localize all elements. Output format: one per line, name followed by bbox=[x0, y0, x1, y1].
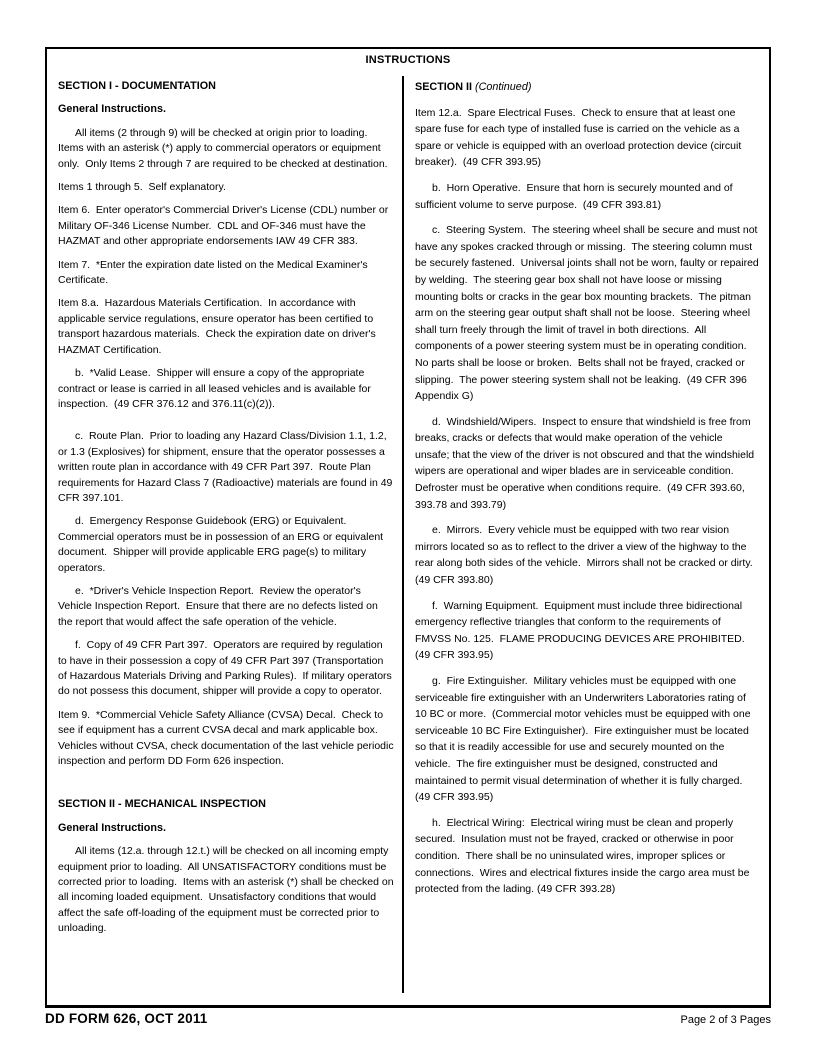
section-heading-label: SECTION II bbox=[415, 81, 472, 93]
form-border bbox=[45, 47, 771, 1008]
paragraph: All items (12.a. through 12.t.) will be checked on all incoming empty equipment prior to loading. All UNSATISFACTORY conditions must be corrected prior to loading. Items with an asterisk (*) shall be checked on all incoming loaded equipment. Unsatisfactory conditions that would affect the safe off-loading of the equipment must be corrected prior to unloading. bbox=[58, 845, 397, 935]
paragraph: f. Copy of 49 CFR Part 397. Operators are required by regulation to have in their possession a copy of 49 CFR Part 397 (Transportation of Hazardous Materials Driving and Parking Rules). If military operators do not possess this document, shipper will provide a copy to operator. bbox=[58, 639, 395, 698]
section-heading: General Instructions. bbox=[58, 821, 166, 834]
left-column bbox=[58, 79, 397, 945]
section-heading: SECTION II - MECHANICAL INSPECTION bbox=[58, 798, 266, 811]
paragraph: g. Fire Extinguisher. Military vehicles must be equipped with one serviceable fire extinguisher with an Underwriters Laboratories rating of 10 BC or more. (Commercial motor vehicles must be equipped with one serviceable 10 BC Fire Extinguisher). Fire extinguisher must be located so that it is readily accessible for use and securely mounted on the vehicle. The fire extinguisher must be designed, constructed and maintained to permit visual determination of whether it is fully charged. (49 CFR 393.95) bbox=[415, 675, 754, 804]
paragraph: e. *Driver's Vehicle Inspection Report. Review the operator's Vehicle Inspection Report. Ensure that there are no defects listed on the report that would affect the safe operation of the vehicle. bbox=[58, 584, 381, 628]
paragraph: c. Steering System. The steering wheel shall be secure and must not have any spokes cracked through or missing. The steering column must be securely fastened. Universal joints shall not be worn, faulty or repaired by welding. The steering gear box shall not have loose or missing mounting bolts or cracks in the gear box mounting brackets. The pitman arm on the steering gear output shaft shall not be loose. Steering wheel shall turn freely through the limit of travel in both directions. All components of a power steering system must be in operating condition. No parts shall be loose or broken. Belts shall not be frayed, cracked or slipping. The power steering system shall not be leaking. (49 CFR 396 Appendix G) bbox=[415, 224, 762, 403]
section-heading-continued: (Continued) bbox=[472, 81, 532, 93]
column-divider bbox=[402, 76, 404, 993]
instructions-title: INSTRUCTIONS bbox=[365, 54, 451, 66]
paragraph: Item 12.a. Spare Electrical Fuses. Check to ensure that at least one spare fuse for each type of installed fuse is carried on the vehicle as a spare or vehicle is equipped with an overload protection device (circuit breaker). (49 CFR 393.95) bbox=[415, 106, 745, 169]
paragraph: c. Route Plan. Prior to loading any Hazard Class/Division 1.1, 1.2, or 1.3 (Explosives) for shipment, ensure that the operator possesses a written route plan in accordance with 49 CFR Part 397. Route Plan requirements for Hazard Class 7 (Radioactive) materials are found in 49 CFR 397.101. bbox=[58, 430, 396, 504]
paragraph: f. Warning Equipment. Equipment must include three bidirectional emergency reflective triangles that conform to the requirements of FMVSS No. 125. FLAME PRODUCING DEVICES ARE PROHIBITED. (49 CFR 393.95) bbox=[415, 599, 751, 662]
paragraph: h. Electrical Wiring: Electrical wiring must be clean and properly secured. Insulation must not be frayed, cracked or otherwise in poor condition. There shall be no uninsulated wires, improper splices or connections. Wires and electrical fixtures inside the cargo area must be protected from the lading. (49 CFR 393.28) bbox=[415, 816, 753, 896]
page-indicator: Page 2 of 3 Pages bbox=[680, 1014, 771, 1026]
section-heading: General Instructions. bbox=[58, 103, 166, 116]
paragraph: b. *Valid Lease. Shipper will ensure a copy of the appropriate contract or lease is carried in all leased vehicles and is available for inspection. (49 CFR 376.12 and 376.11(c)(2)). bbox=[58, 367, 374, 410]
paragraph: Item 7. *Enter the expiration date listed on the Medical Examiner's Certificate. bbox=[58, 258, 371, 287]
section-heading bbox=[415, 79, 759, 96]
paragraph: Item 9. *Commercial Vehicle Safety Alliance (CVSA) Decal. Check to see if equipment has a current CVSA decal and mark applicable box. Vehicles without CVSA, check documentation of the last vehicle periodic inspection and perform DD Form 626 inspection. bbox=[58, 708, 397, 768]
paragraph: d. Windshield/Wipers. Inspect to ensure that windshield is free from breaks, cracks or defects that would make operation of the vehicle unsafe; that the view of the driver is not obscured and that the windshield wipers are operational and wiper blades are in serviceable condition. Defroster must be operative when conditions require. (49 CFR 393.60, 393.78 and 393.79) bbox=[415, 415, 758, 511]
paragraph: Items 1 through 5. Self explanatory. bbox=[58, 181, 226, 194]
paragraph: d. Emergency Response Guidebook (ERG) or Equivalent. Commercial operators must be in possession of an ERG or equivalent document. Shipper will provide applicable ERG page(s) to military operators. bbox=[58, 515, 386, 574]
footer bbox=[45, 1011, 771, 1026]
paragraph: All items (2 through 9) will be checked at origin prior to loading. Items with an asterisk (*) apply to commercial operators or equipment only. Only Items 2 through 7 are required to be checked at destination. bbox=[58, 126, 388, 170]
form-number: DD FORM 626, OCT 2011 bbox=[45, 1011, 208, 1026]
right-column bbox=[415, 79, 762, 907]
paragraph: Item 8.a. Hazardous Materials Certification. In accordance with applicable service regulations, ensure operator has been certified to transport hazardous materials. Check the expiration date on driver's HAZMAT Certification. bbox=[58, 297, 379, 356]
paragraph: b. Horn Operative. Ensure that horn is securely mounted and of sufficient volume to serve purpose. (49 CFR 393.81) bbox=[415, 181, 736, 211]
paragraph: e. Mirrors. Every vehicle must be equipped with two rear vision mirrors located so as to reflect to the driver a view of the highway to the rear along both sides of the vehicle. Mirrors shall not be cracked or dirty. (49 CFR 393.80) bbox=[415, 524, 759, 587]
paragraph: Item 6. Enter operator's Commercial Driver's License (CDL) number or Military OF-346 License Number. CDL and OF-346 must have the HAZMAT and other appropriate endorsements IAW 49 CFR 383. bbox=[58, 204, 392, 248]
section-heading: SECTION I - DOCUMENTATION bbox=[58, 80, 216, 92]
